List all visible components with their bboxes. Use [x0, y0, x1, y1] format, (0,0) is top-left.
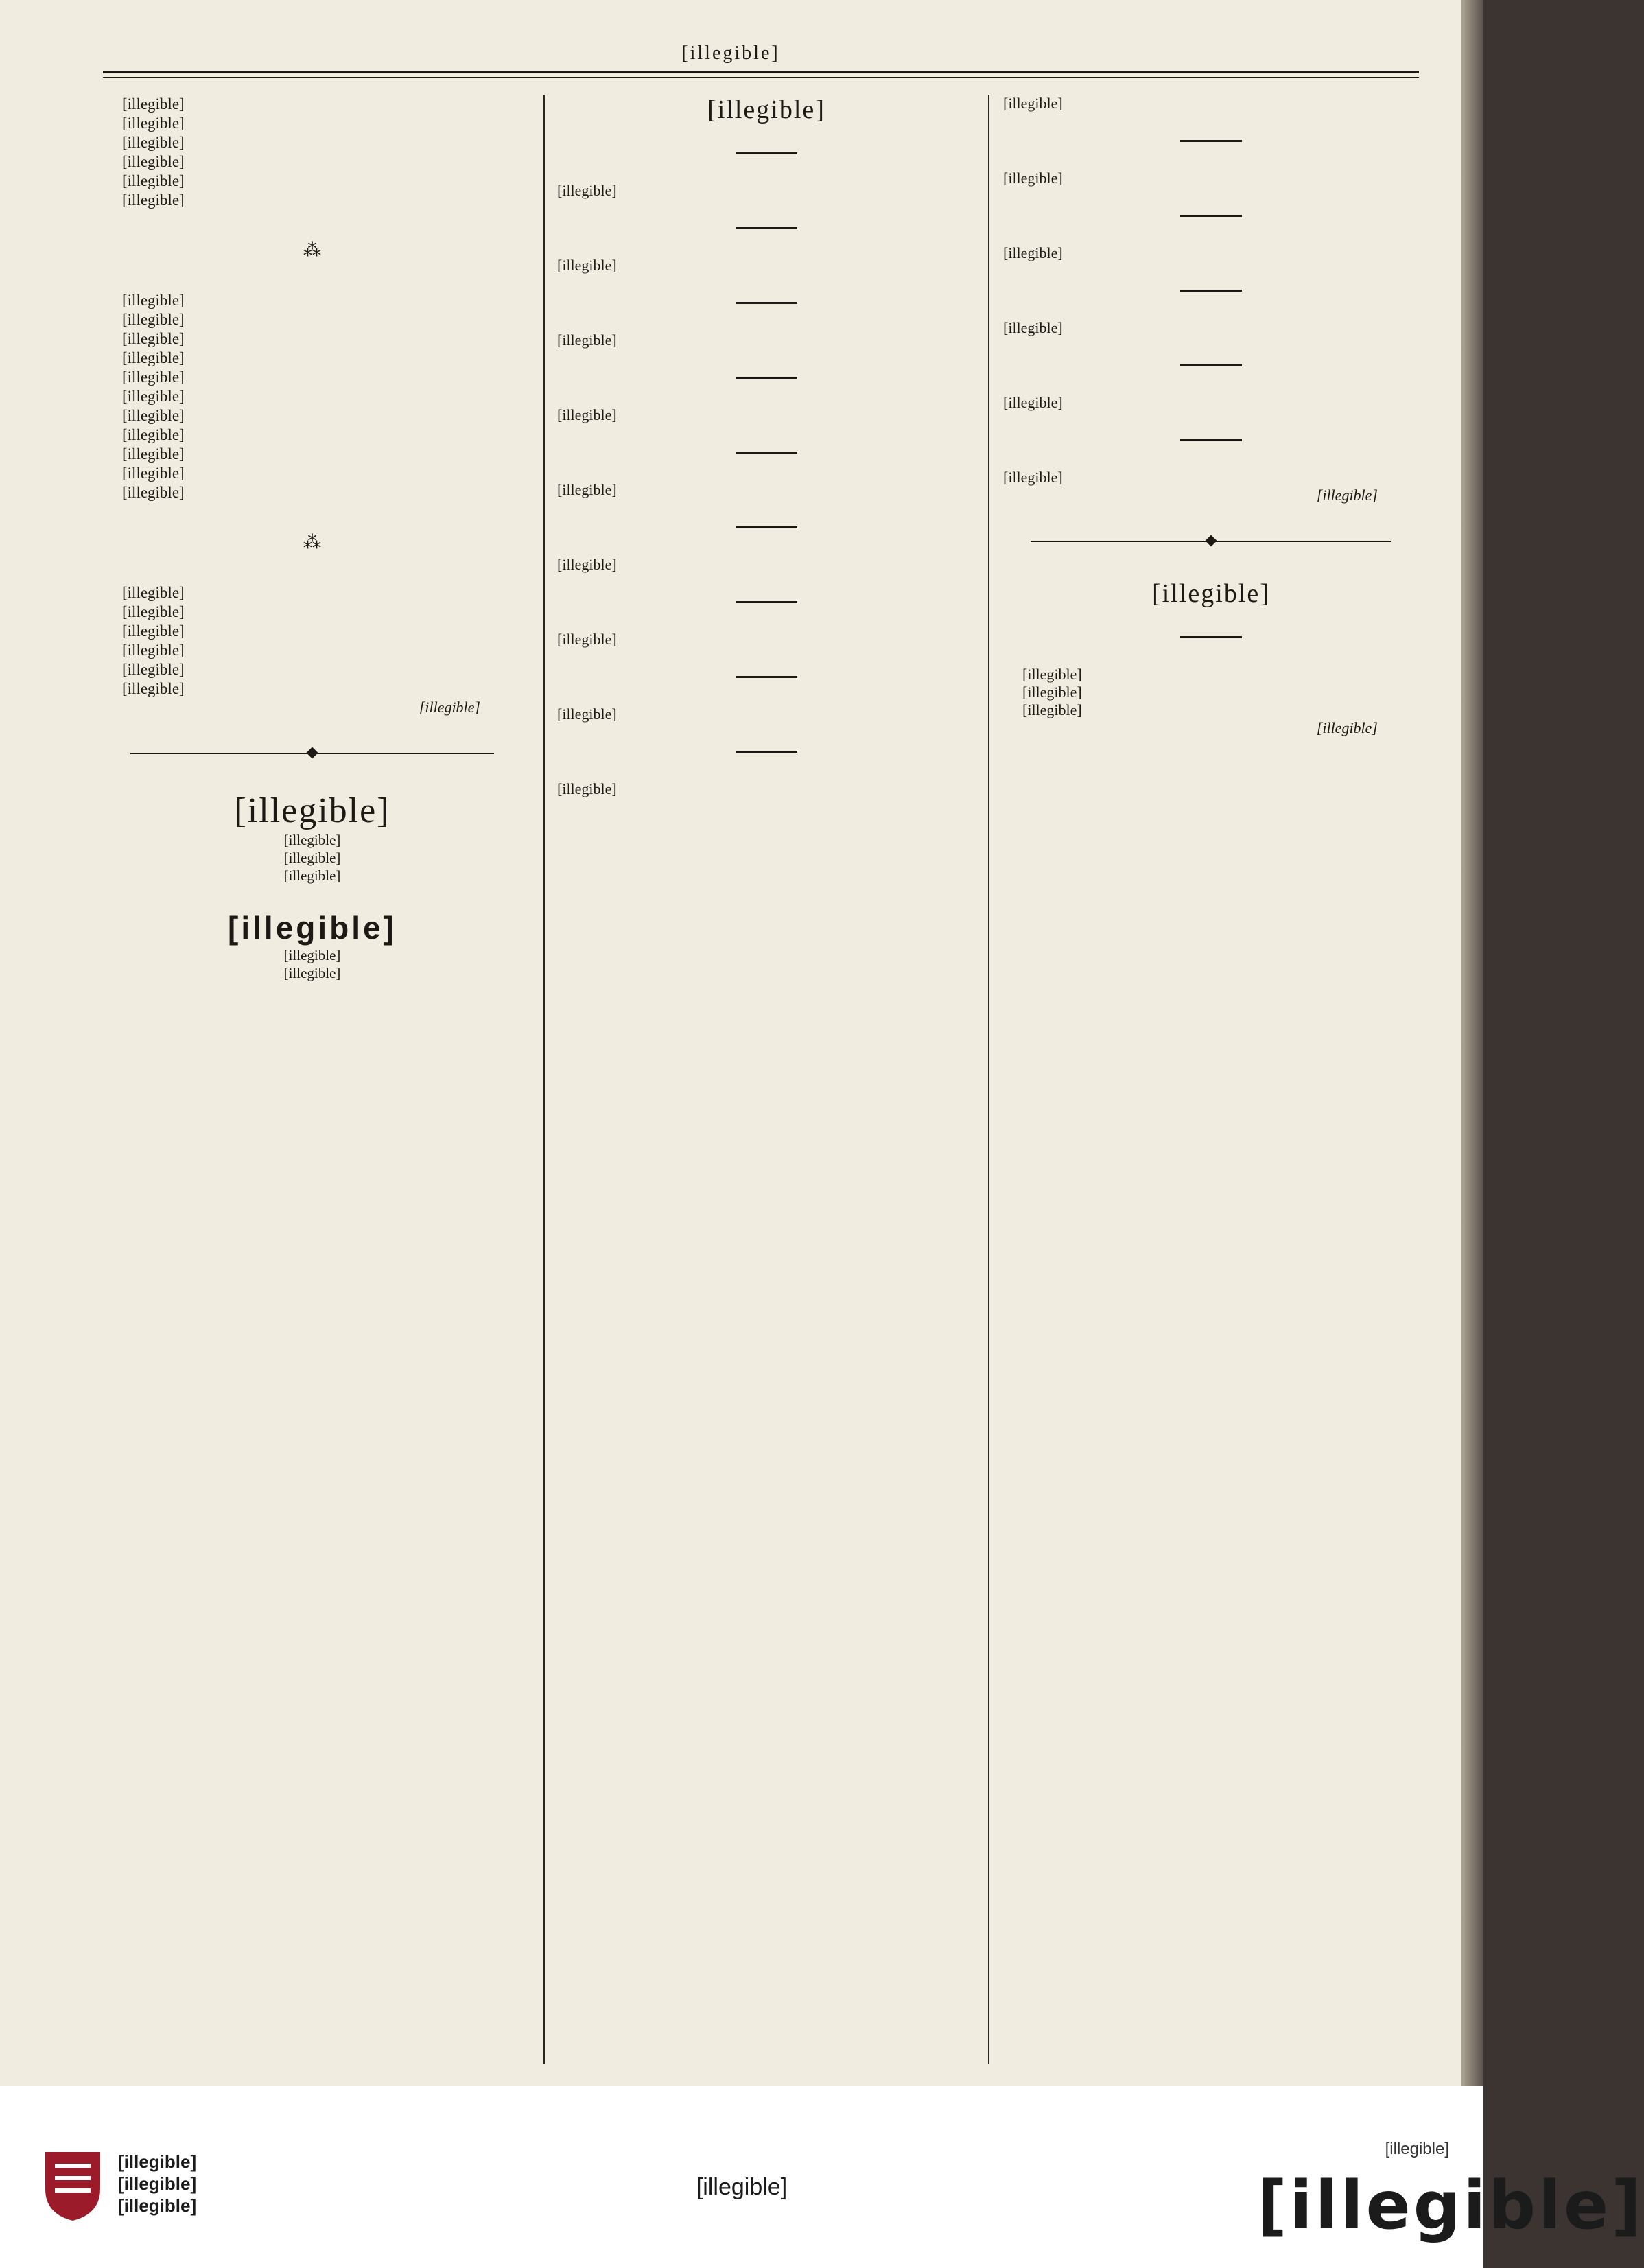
col3-item-3: [illegible] — [1003, 319, 1063, 336]
separator — [1180, 364, 1242, 366]
separator — [736, 227, 797, 229]
col1-para-b8: [illegible] — [122, 445, 185, 463]
advert-1 — [103, 791, 521, 885]
col1-signature: [illegible] — [419, 699, 480, 716]
bourse-signature: [illegible] — [1316, 719, 1378, 736]
separator — [1180, 290, 1242, 292]
col3-item-0: [illegible] — [1003, 95, 1063, 112]
running-head: [illegible] — [681, 43, 780, 64]
separator — [736, 751, 797, 753]
advert-2-name: [illegible] — [228, 910, 397, 946]
bourse-title: [illegible] — [1152, 579, 1270, 608]
separator — [736, 377, 797, 379]
col1-para-b9: [illegible] — [122, 465, 185, 482]
chronique-item-2: [illegible] — [557, 331, 617, 349]
col1-para-b3: [illegible] — [122, 349, 185, 366]
separator — [1180, 140, 1242, 142]
advert-1-line1: [illegible] — [283, 850, 341, 866]
advert-2-sub: [illegible] — [283, 947, 341, 963]
col3-item-4: [illegible] — [1003, 394, 1063, 411]
viewer-footer — [0, 2086, 1644, 2268]
column-left — [103, 95, 521, 2071]
diamond-icon — [1206, 535, 1217, 547]
col1-para-c3: [illegible] — [122, 642, 185, 659]
advert-2-line: [illegible] — [283, 965, 341, 981]
col1-para-a4: [illegible] — [122, 172, 185, 189]
chronique-item-0: [illegible] — [557, 182, 617, 199]
col1-para-c1: [illegible] — [122, 603, 185, 620]
dfg-logo: [illegible] — [1257, 2167, 1644, 2244]
bourse-para-1: [illegible] — [1022, 683, 1082, 701]
chronique-item-4: [illegible] — [557, 481, 617, 498]
separator — [1180, 439, 1242, 441]
col1-para-b4: [illegible] — [122, 369, 185, 386]
column-middle — [557, 95, 976, 2071]
advert-1-line2: [illegible] — [283, 867, 341, 884]
column-right — [1003, 95, 1419, 2071]
chronique-item-1: [illegible] — [557, 257, 617, 274]
separator — [736, 676, 797, 678]
institution-line-1: [illegible] — [118, 2151, 197, 2172]
separator — [736, 601, 797, 603]
separator — [736, 302, 797, 304]
col1-para-b7: [illegible] — [122, 426, 185, 443]
sponsor-label: [illegible] — [1385, 2140, 1449, 2158]
col1-para-a5: [illegible] — [122, 191, 185, 209]
col1-para-a3: [illegible] — [122, 153, 185, 170]
header-rule-thin — [103, 77, 1419, 78]
col1-para-b0: [illegible] — [122, 292, 185, 309]
advert-1-sub: [illegible] — [283, 832, 341, 848]
col1-para-c0: [illegible] — [122, 584, 185, 601]
col1-para-c2: [illegible] — [122, 622, 185, 640]
col1-para-b2: [illegible] — [122, 330, 185, 347]
column-rule-2 — [988, 95, 989, 2064]
col3-signature: [illegible] — [1316, 487, 1378, 504]
chronique-item-8: [illegible] — [557, 780, 617, 797]
institution-line-3: [illegible] — [118, 2195, 197, 2216]
separator — [736, 452, 797, 454]
separator — [736, 152, 797, 154]
col3-item-5: [illegible] — [1003, 469, 1063, 486]
diamond-icon — [307, 747, 318, 759]
col1-para-c5: [illegible] — [122, 680, 185, 697]
col1-para-a2: [illegible] — [122, 134, 185, 151]
section-title: [illegible] — [707, 95, 825, 124]
advert-1-name: [illegible] — [234, 791, 390, 830]
col1-para-a0: [illegible] — [122, 95, 185, 113]
col3-item-2: [illegible] — [1003, 244, 1063, 261]
advert-2 — [103, 909, 521, 982]
chronique-item-7: [illegible] — [557, 705, 617, 723]
col1-para-b5: [illegible] — [122, 388, 185, 405]
separator — [1180, 636, 1242, 638]
column-rule-1 — [543, 95, 545, 2064]
chronique-item-3: [illegible] — [557, 406, 617, 423]
bourse-para-0: [illegible] — [1022, 666, 1082, 683]
header-rule — [103, 71, 1419, 73]
col1-para-b10: [illegible] — [122, 484, 185, 501]
page-edge — [1461, 0, 1483, 2086]
col1-para-b6: [illegible] — [122, 407, 185, 424]
col1-para-c4: [illegible] — [122, 661, 185, 678]
col3-item-1: [illegible] — [1003, 169, 1063, 187]
institution-line-2: [illegible] — [118, 2173, 197, 2194]
separator — [736, 526, 797, 528]
ornament-rule — [1031, 535, 1391, 548]
bourse-para-2: [illegible] — [1022, 701, 1082, 718]
ornament-rule — [130, 747, 494, 760]
chronique-item-6: [illegible] — [557, 631, 617, 648]
asterism: ⁂ — [303, 240, 321, 261]
chronique-item-5: [illegible] — [557, 556, 617, 573]
separator — [1180, 215, 1242, 217]
source-url-link[interactable]: [illegible] — [696, 2174, 788, 2200]
col1-para-a1: [illegible] — [122, 115, 185, 132]
col1-para-b1: [illegible] — [122, 311, 185, 328]
asterism-2: ⁂ — [303, 533, 321, 553]
